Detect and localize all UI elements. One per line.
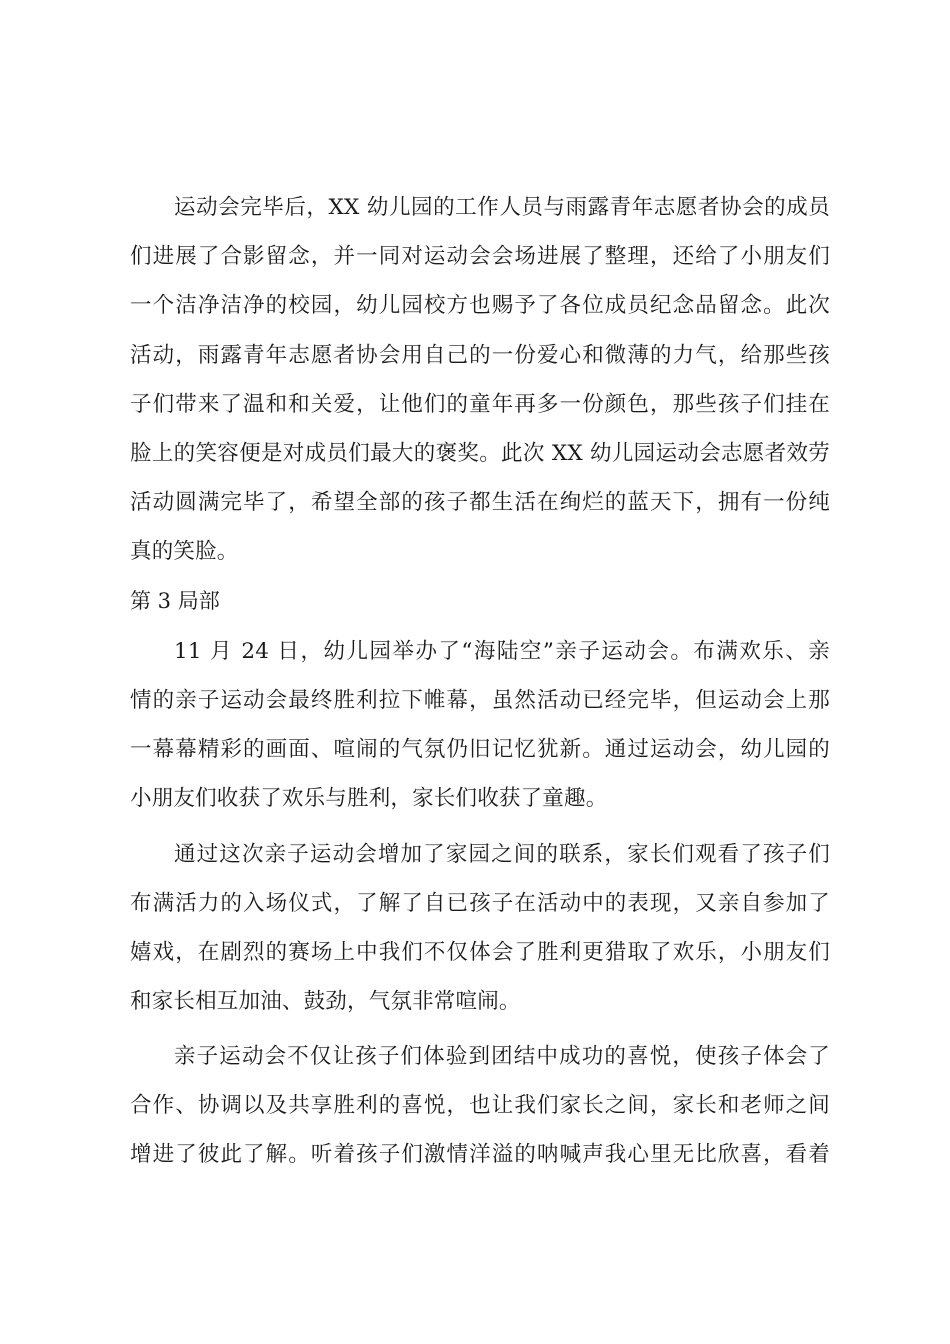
paragraph-1-line-2: 们进展了合影留念，并一同对运动会会场进展了整理，还给了小朋友们 (130, 244, 830, 269)
paragraph-4-line-3: 增进了彼此了解。听着孩子们激情洋溢的呐喊声我心里无比欣喜，看着 (130, 1142, 830, 1167)
paragraph-4-line-2: 合作、协调以及共享胜利的喜悦，也让我们家长之间，家长和老师之间 (130, 1093, 830, 1118)
paragraph-1-line-6: 脸上的笑容便是对成员们最大的褒奖。此次 XX 幼儿园运动会志愿者效劳 (130, 441, 830, 466)
paragraph-4-line-1: 亲子运动会不仅让孩子们体验到团结中成功的喜悦，使孩子体会了 (174, 1044, 830, 1069)
paragraph-3-line-2: 布满活力的入场仪式，了解了自已孩子在活动中的表现，又亲自参加了 (130, 891, 830, 916)
paragraph-1-line-1: 运动会完毕后，XX 幼儿园的工作人员与雨露青年志愿者协会的成员 (174, 195, 830, 220)
paragraph-1-line-3: 一个洁净洁净的校园，幼儿园校方也赐予了各位成员纪念品留念。此次 (130, 293, 830, 318)
paragraph-2-line-4: 小朋友们收获了欢乐与胜利，家长们收获了童趣。 (130, 786, 608, 811)
section-heading: 第 3 局部 (130, 589, 220, 613)
paragraph-1-line-8: 真的笑脸。 (130, 539, 239, 564)
paragraph-1-line-4: 活动，雨露青年志愿者协会用自己的一份爱心和微薄的力气，给那些孩 (130, 343, 830, 368)
paragraph-3-line-4: 和家长相互加油、鼓劲，气氛非常喧闹。 (130, 989, 521, 1014)
paragraph-2-line-3: 一幕幕精彩的画面、喧闹的气氛仍旧记忆犹新。通过运动会，幼儿园的 (130, 737, 830, 762)
paragraph-3-line-3: 嬉戏，在剧烈的赛场上中我们不仅体会了胜利更猎取了欢乐，小朋友们 (130, 940, 830, 965)
paragraph-3-line-1: 通过这次亲子运动会增加了家园之间的联系，家长们观看了孩子们 (174, 842, 830, 867)
paragraph-2-line-1: 11 月 24 日，幼儿园举办了“海陆空”亲子运动会。布满欢乐、亲 (174, 639, 830, 664)
paragraph-2-line-2: 情的亲子运动会最终胜利拉下帷幕，虽然活动已经完毕，但运动会上那 (130, 688, 830, 713)
paragraph-1-line-7: 活动圆满完毕了，希望全部的孩子都生活在绚烂的蓝天下，拥有一份纯 (130, 490, 830, 515)
paragraph-1-line-5: 子们带来了温和和关爱，让他们的童年再多一份颜色，那些孩子们挂在 (130, 392, 830, 417)
